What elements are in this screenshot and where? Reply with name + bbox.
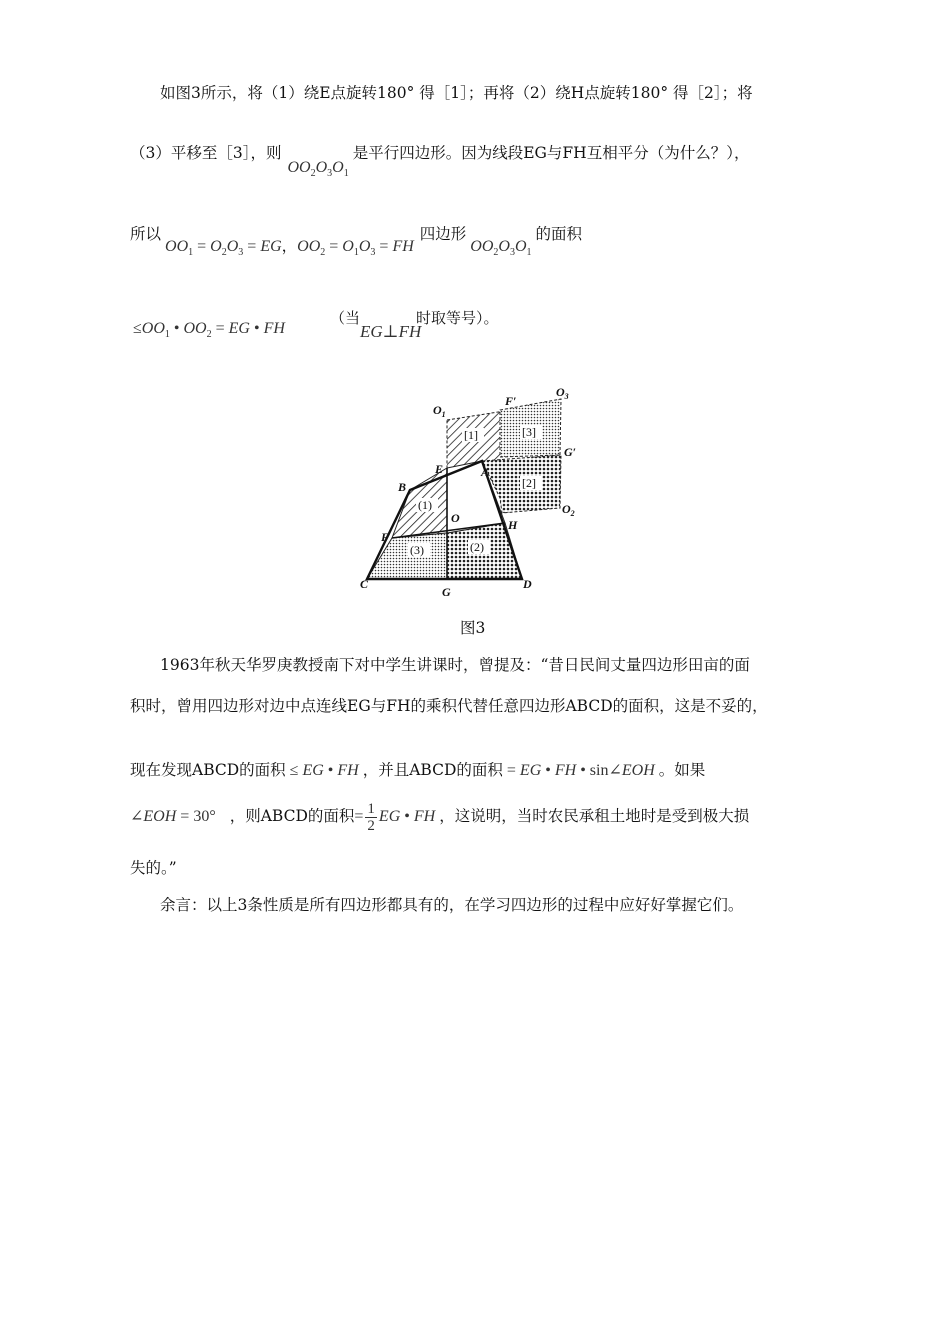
label-paren-3: (3) xyxy=(410,543,424,557)
paragraph-2-line-5: 失的。” xyxy=(130,859,177,877)
label-bracket-1: [1] xyxy=(464,428,478,442)
angle-formula: ∠EOH = 30° xyxy=(130,808,216,826)
paragraph-2-line-3 xyxy=(130,760,705,781)
paragraph-2-line-1: 1963年秋天华罗庚教授南下对中学生讲课时，曾提及：“昔日民间丈量四边形田亩的面 xyxy=(160,656,750,674)
label-bracket-2: [2] xyxy=(522,476,536,490)
perpendicular-formula: EG⊥FH xyxy=(360,322,422,341)
line-2-prefix: （3）平移至［3］，则 xyxy=(130,144,282,162)
label-o: O xyxy=(451,511,460,525)
line-4-middle: ，则ABCD的面积 xyxy=(229,807,355,826)
equality-condition-close: 时取等号）。 xyxy=(416,309,499,327)
equality-formula-1: $OO_1 = O_2O_3$ = EG xyxy=(165,238,282,259)
line-2-suffix: 是平行四边形。因为线段EG与FH互相平分（为什么？）， xyxy=(352,144,750,162)
label-paren-1: (1) xyxy=(418,498,432,512)
equality-condition-open: （当 xyxy=(330,309,361,327)
paragraph-2-line-4 xyxy=(130,801,749,834)
paragraph-1-line-4 xyxy=(133,318,285,345)
label-paren-2: (2) xyxy=(470,540,484,554)
line-3-comma: ， xyxy=(281,237,298,255)
label-b: B xyxy=(398,480,407,494)
line-3-prefix: 现在发现ABCD的面积 xyxy=(130,761,286,779)
figure-caption: 图3 xyxy=(460,619,486,637)
figure-3-diagram xyxy=(350,383,600,603)
line-3-suffix: 。如果 xyxy=(658,761,706,779)
equality-formula-2: $OO_2 = O_1O_3$ = FH xyxy=(297,238,414,259)
label-e: E xyxy=(435,462,444,476)
line-3-text: 四边形 xyxy=(419,225,467,243)
label-f-prime: F′ xyxy=(505,394,517,408)
paragraph-3-line-1: 余言：以上3条性质是所有四边形都具有的，在学习四边形的过程中应好好掌握它们。 xyxy=(160,896,744,914)
inequality-formula: $\le OO_1$ • $OO_2$ = EG • FH xyxy=(133,320,285,341)
quadrilateral-formula: $OO_2O_3O_1$ xyxy=(470,238,532,259)
line-3-end: 的面积 xyxy=(535,225,583,243)
label-o1: $O_1$ xyxy=(433,403,446,419)
area-sine-formula: = EG • FH • sin∠EOH xyxy=(506,762,655,779)
line-3-middle: ，并且ABCD的面积 xyxy=(362,761,503,779)
line-3-prefix: 所以 xyxy=(130,225,162,243)
label-d: D xyxy=(523,577,532,591)
paragraph-1-line-2 xyxy=(130,143,750,180)
paragraph-1-line-1: 如图3所示，将（1）绕E点旋转180° 得［1］；再将（2）绕H点旋转180° 得［2］；将 xyxy=(160,84,753,102)
label-o2: $O_2$ xyxy=(562,502,575,518)
paragraph-2-line-2: 积时，曾用四边形对边中点连线EG与FH的乘积代替任意四边形ABCD的面积，这是不妥的， xyxy=(130,697,768,715)
area-inequality-formula: ≤ EG • FH xyxy=(289,762,359,779)
paragraph-1-line-3 xyxy=(130,224,583,259)
label-bracket-3: [3] xyxy=(522,425,536,439)
label-f: F xyxy=(381,530,390,544)
line-4-suffix: ，这说明，当时农民承租土地时是受到极大损 xyxy=(439,807,750,826)
label-g: G xyxy=(442,585,451,599)
label-c: C xyxy=(360,577,369,591)
label-g-prime: G′ xyxy=(564,445,577,459)
parallelogram-formula: $OO_2O_3O_1$ xyxy=(287,159,349,180)
label-a: A xyxy=(481,465,490,479)
label-h: H xyxy=(508,518,518,532)
half-product-formula: = $\frac{1}{2}$ EG • FH xyxy=(354,801,436,834)
label-o3: $O_3$ xyxy=(556,385,569,401)
